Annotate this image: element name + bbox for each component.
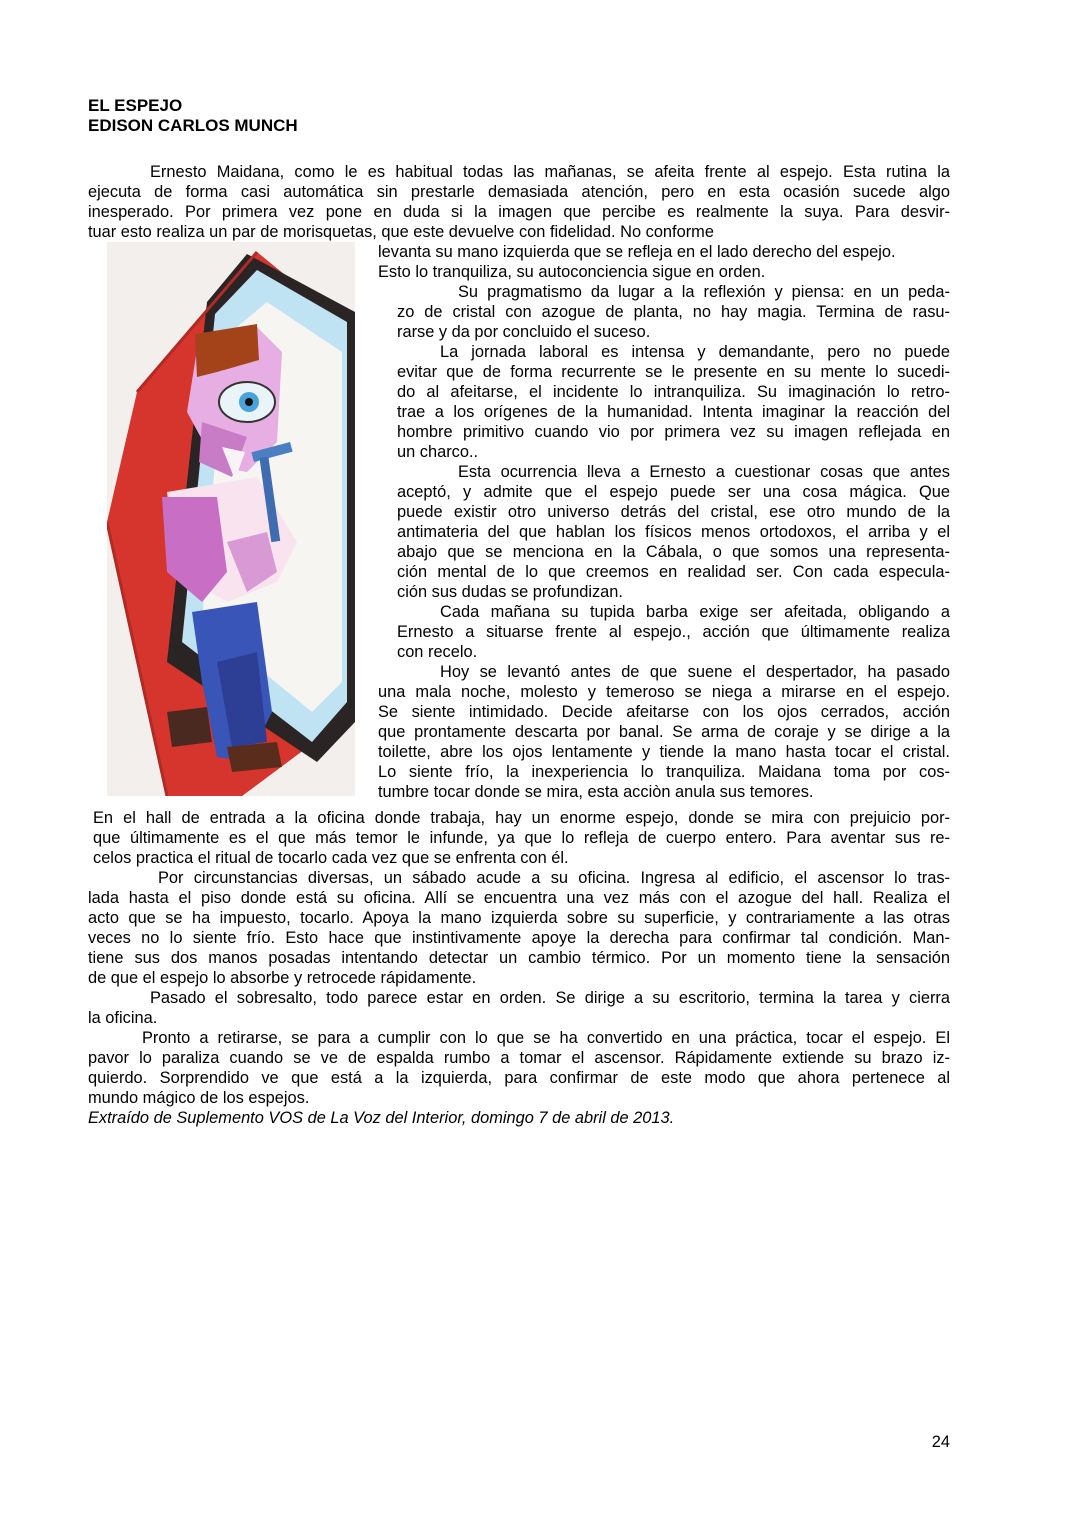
text-line: veces no lo siente frío. Esto hace que instintivamente apoye la derecha para confirmar tal condición. Man- — [88, 929, 950, 947]
text-line: En el hall de entrada a la oficina donde trabaja, hay un enorme espejo, donde se mira con prejuicio por- — [93, 809, 950, 827]
illustration — [107, 242, 355, 796]
text-line: quierdo. Sorprendido ve que está a la izquierda, para confirmar de este modo que ahora pertenece al — [88, 1069, 950, 1087]
text-line: de que el espejo lo absorbe y retrocede rápidamente. — [88, 969, 477, 987]
text-line: ejecuta de forma casi automática sin prestarle demasiada atención, pero en esta ocasión sucede algo — [88, 183, 950, 201]
text-line: tiene sus dos manos posadas intentando detectar un cambio térmico. Por un momento tiene la sensación — [88, 949, 950, 967]
text-line: la oficina. — [88, 1009, 158, 1027]
text-line: levanta su mano izquierda que se refleja en el lado derecho del espejo. — [378, 243, 896, 261]
text-line: Hoy se levantó antes de que suene el despertador, ha pasado — [440, 663, 950, 681]
text-line: Pronto a retirarse, se para a cumplir con lo que se ha convertido en una práctica, tocar el espejo. El — [142, 1029, 950, 1047]
text-line: abajo que se menciona en la Cábala, o que somos una representa- — [397, 543, 950, 561]
story-title: EL ESPEJO — [88, 96, 183, 115]
text-line: lada hasta el piso donde está su oficina. Allí se encuentra una vez más con el azogue del hall. Realiza el — [88, 889, 950, 907]
text-line: tumbre tocar donde se mira, esta acciòn anula sus temores. — [378, 783, 814, 801]
text-line: rarse y da por concluido el suceso. — [397, 323, 651, 341]
text-line: con recelo. — [397, 643, 478, 661]
text-line: Esta ocurrencia lleva a Ernesto a cuestionar cosas que antes — [458, 463, 950, 481]
text-line: Pasado el sobresalto, todo parece estar en orden. Se dirige a su escritorio, termina la tarea y cierra — [150, 989, 950, 1007]
page-number: 24 — [931, 1433, 950, 1451]
text-line: celos practica el ritual de tocarlo cada vez que se enfrenta con él. — [93, 849, 569, 867]
text-line: Cada mañana su tupida barba exige ser afeitada, obligando a — [440, 603, 950, 621]
cubist-man-shaving-in-mirror-illustration — [107, 242, 355, 796]
source-citation: Extraído de Suplemento VOS de La Voz del Interior, domingo 7 de abril de 2013. — [88, 1109, 675, 1127]
text-line: Ernesto a situarse frente al espejo., acción que últimamente realiza — [397, 623, 950, 641]
text-line: puede existir otro universo detrás del cristal, ese otro mundo de la — [397, 503, 950, 521]
text-line: inesperado. Por primera vez pone en duda si la imagen que percibe es realmente la suya. Para desvir- — [88, 203, 950, 221]
text-line: una mala noche, molesto y temeroso se niega a mirarse en el espejo. — [378, 683, 950, 701]
text-line: tuar esto realiza un par de morisquetas, que este devuelve con fidelidad. No conforme — [88, 223, 714, 241]
text-line: trae a los orígenes de la humanidad. Intenta imaginar la reacción del — [397, 403, 950, 421]
text-line: Lo siente frío, la inexperiencia lo tranquiliza. Maidana toma por cos- — [378, 763, 950, 781]
text-line: pavor lo paraliza cuando se ve de espalda rumbo a tomar el ascensor. Rápidamente extiende su brazo iz- — [88, 1049, 950, 1067]
text-line: acto que se ha impuesto, tocarlo. Apoya la mano izquierda sobre su superficie, y contrariamente a las otras — [88, 909, 950, 927]
text-line: Su pragmatismo da lugar a la reflexión y piensa: en un peda- — [458, 283, 950, 301]
text-line: Por circunstancias diversas, un sábado acude a su oficina. Ingresa al edificio, el ascensor lo tras- — [158, 869, 950, 887]
text-line: La jornada laboral es intensa y demandante, pero no puede — [440, 343, 950, 361]
text-line: que prontamente descarta por banal. Se arma de coraje y se dirige a la — [378, 723, 950, 741]
text-line: antimateria del que hablan los físicos menos ortodoxos, el arriba y el — [397, 523, 950, 541]
text-line: toilette, abre los ojos lentamente y tiende la mano hasta tocar el cristal. — [378, 743, 950, 761]
text-line: Ernesto Maidana, como le es habitual todas las mañanas, se afeita frente al espejo. Esta rutina la — [150, 163, 950, 181]
text-line: evitar que de forma recurrente se le presente en su mente lo sucedi- — [397, 363, 950, 381]
story-heading — [88, 96, 298, 136]
text-line: do al afeitarse, el incidente lo intranquiliza. Su imaginación lo retro- — [397, 383, 950, 401]
text-line: ción sus dudas se profundizan. — [397, 583, 623, 601]
text-line: mundo mágico de los espejos. — [88, 1089, 310, 1107]
text-line: zo de cristal con azogue de planta, no hay magia. Termina de rasu- — [397, 303, 950, 321]
text-line: Se siente intimidado. Decide afeitarse con los ojos cerrados, acción — [378, 703, 950, 721]
story-author: EDISON CARLOS MUNCH — [88, 116, 298, 135]
text-line: hombre primitivo cuando vio por primera vez su imagen reflejada en — [397, 423, 950, 441]
text-line: aceptó, y admite que el espejo puede ser una cosa mágica. Que — [397, 483, 950, 501]
text-line: un charco.. — [397, 443, 479, 461]
text-line: Esto lo tranquiliza, su autoconciencia sigue en orden. — [378, 263, 766, 281]
text-line: ción mental de lo que creemos en realidad ser. Con cada especula- — [397, 563, 950, 581]
text-line: que últimamente es el que más temor le infunde, ya que lo refleja de cuerpo entero. Para aventar sus re- — [93, 829, 950, 847]
